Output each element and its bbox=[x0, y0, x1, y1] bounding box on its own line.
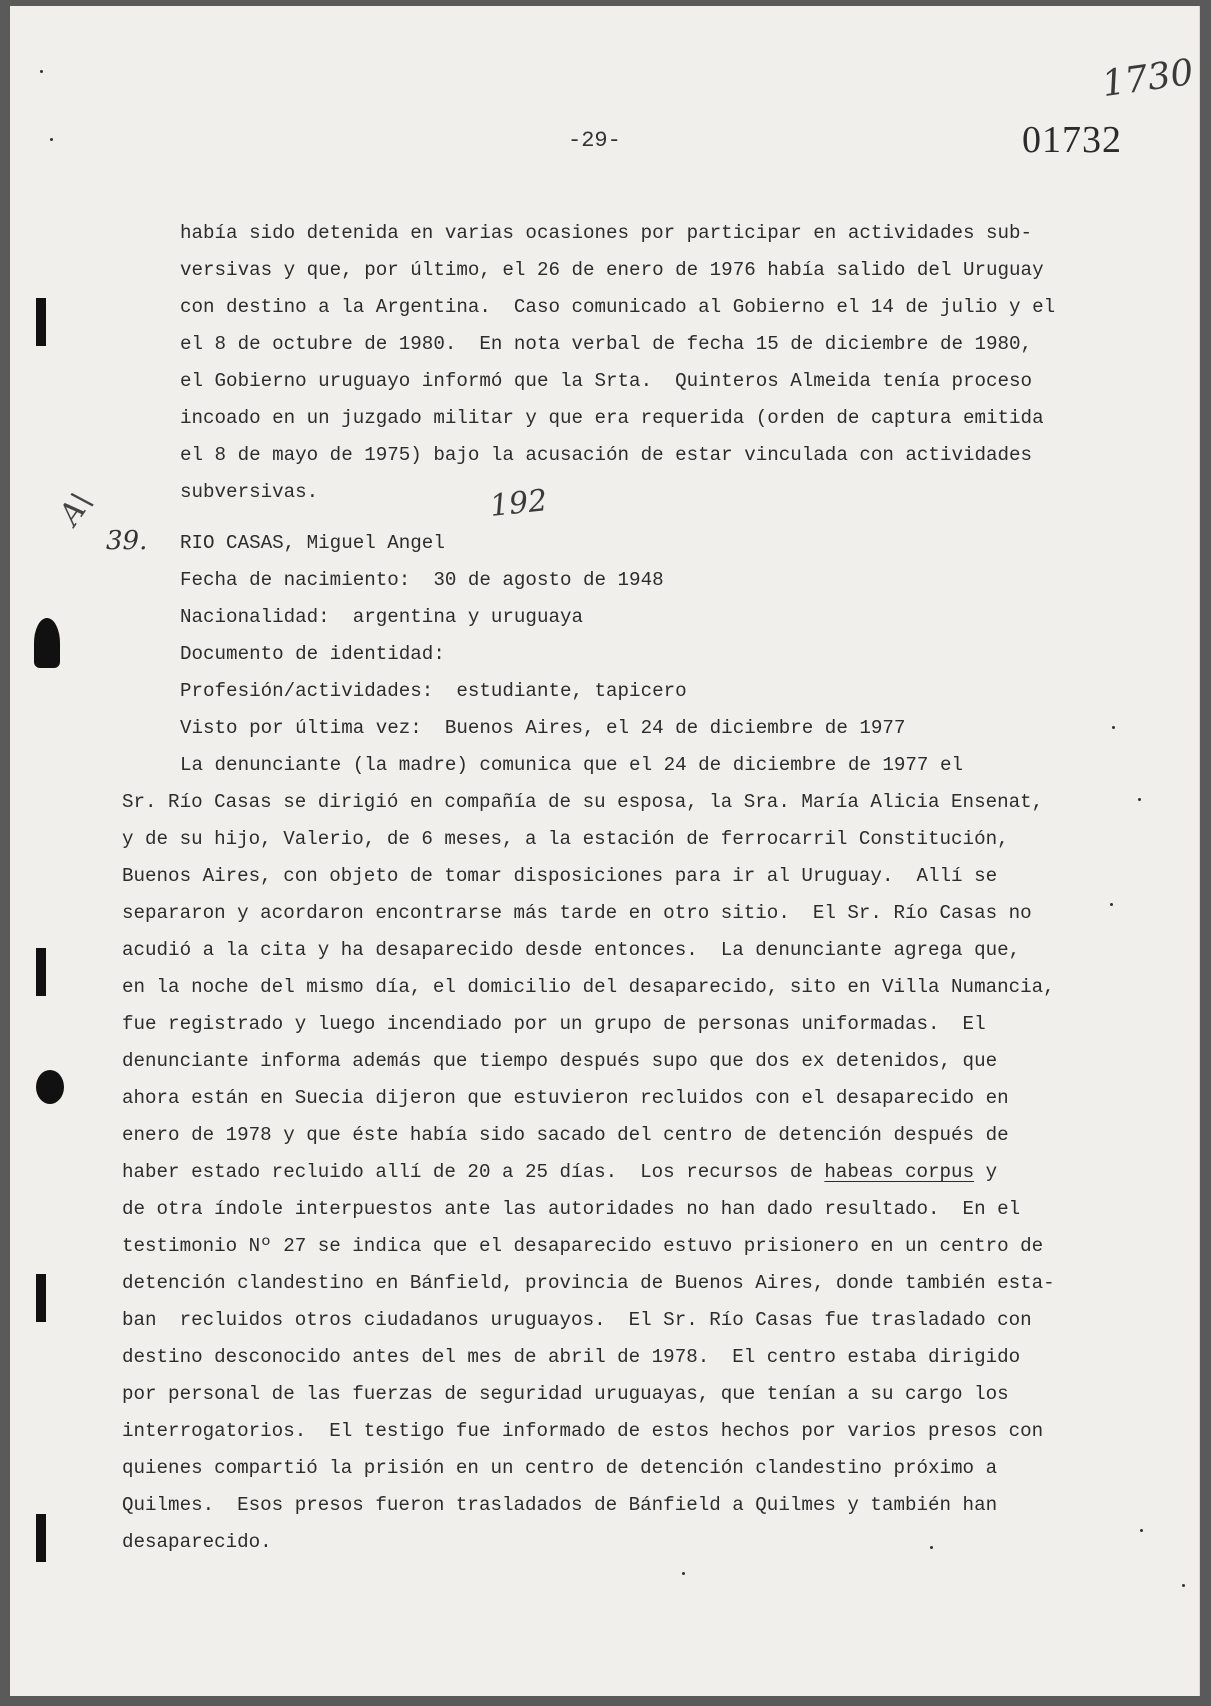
text-line: ban recluidos otros ciudadanos uruguayos. El Sr. Río Casas fue trasladado con bbox=[122, 1309, 1032, 1331]
habeas-corpus-underlined: habeas corpus bbox=[824, 1161, 975, 1183]
case-name: RIO CASAS, Miguel Angel bbox=[180, 532, 445, 554]
text-line: y de su hijo, Valerio, de 6 meses, a la estación de ferrocarril Constitución, bbox=[122, 828, 1009, 850]
text-fragment: y bbox=[974, 1161, 998, 1183]
case-field: Profesión/actividades: estudiante, tapicero bbox=[180, 680, 687, 702]
text-line: enero de 1978 y que éste había sido sacado del centro de detención después de bbox=[122, 1124, 1009, 1146]
binding-mark bbox=[36, 298, 46, 346]
speck bbox=[682, 1572, 685, 1575]
text-line: Quilmes. Esos presos fueron trasladados de Bánfield a Quilmes y también han bbox=[122, 1494, 998, 1516]
text-line: desaparecido. bbox=[122, 1531, 272, 1553]
text-line: había sido detenida en varias ocasiones por participar en actividades sub- bbox=[180, 222, 1033, 244]
case-field: Documento de identidad: bbox=[180, 643, 445, 665]
text-line: detención clandestino en Bánfield, provincia de Buenos Aires, donde también esta- bbox=[122, 1272, 1055, 1294]
text-fragment: haber estado recluido allí de 20 a 25 días. Los recursos de bbox=[122, 1161, 825, 1183]
speck bbox=[50, 138, 53, 141]
text-line: el Gobierno uruguayo informó que la Srta. Quinteros Almeida tenía proceso bbox=[180, 370, 1033, 392]
case-field: Fecha de nacimiento: 30 de agosto de 1948 bbox=[180, 569, 664, 591]
binding-mark bbox=[36, 1514, 46, 1562]
text-line: con destino a la Argentina. Caso comunicado al Gobierno el 14 de julio y el bbox=[180, 296, 1056, 318]
text-line: interrogatorios. El testigo fue informado de estos hechos por varios presos con bbox=[122, 1420, 1044, 1442]
text-line: por personal de las fuerzas de seguridad uruguayas, que tenían a su cargo los bbox=[122, 1383, 1009, 1405]
speck bbox=[930, 1546, 933, 1549]
text-line: testimonio Nº 27 se indica que el desaparecido estuvo prisionero en un centro de bbox=[122, 1235, 1044, 1257]
text-line: de otra índole interpuestos ante las autoridades no han dado resultado. En el bbox=[122, 1198, 1021, 1220]
handwritten-annotation: 192 bbox=[488, 483, 549, 524]
document-page bbox=[10, 6, 1200, 1696]
text-line: el 8 de octubre de 1980. En nota verbal de fecha 15 de diciembre de 1980, bbox=[180, 333, 1033, 355]
binding-mark bbox=[36, 948, 46, 996]
speck bbox=[1140, 1529, 1143, 1532]
speck bbox=[1138, 798, 1141, 801]
case-field: Nacionalidad: argentina y uruguaya bbox=[180, 606, 584, 628]
text-line: denunciante informa además que tiempo después supo que dos ex detenidos, que bbox=[122, 1050, 998, 1072]
text-line: Buenos Aires, con objeto de tomar disposiciones para ir al Uruguay. Allí se bbox=[122, 865, 998, 887]
text-line: Sr. Río Casas se dirigió en compañía de su esposa, la Sra. María Alicia Ensenat, bbox=[122, 791, 1044, 813]
text-line: fue registrado y luego incendiado por un grupo de personas uniformadas. El bbox=[122, 1013, 986, 1035]
case-number: 39. bbox=[106, 526, 148, 556]
page-number: -29- bbox=[568, 128, 621, 153]
margin-mark: A\ bbox=[52, 485, 100, 532]
text-line: quienes compartió la prisión en un centro de detención clandestino próximo a bbox=[122, 1457, 998, 1479]
binding-mark bbox=[36, 1274, 46, 1322]
case-field: Visto por última vez: Buenos Aires, el 24 de diciembre de 1977 bbox=[180, 717, 906, 739]
text-line: destino desconocido antes del mes de abril de 1978. El centro estaba dirigido bbox=[122, 1346, 1021, 1368]
speck bbox=[40, 70, 43, 73]
text-line: subversivas. bbox=[180, 481, 319, 503]
text-line: en la noche del mismo día, el domicilio del desaparecido, sito en Villa Numancia, bbox=[122, 976, 1055, 998]
text-line: ahora están en Suecia dijeron que estuvieron recluidos con el desaparecido en bbox=[122, 1087, 1009, 1109]
text-line: La denunciante (la madre) comunica que el 24 de diciembre de 1977 el bbox=[180, 754, 963, 776]
text-line: incoado en un juzgado militar y que era requerida (orden de captura emitida bbox=[180, 407, 1044, 429]
binding-mark bbox=[36, 1070, 64, 1104]
text-line: separaron y acordaron encontrarse más tarde en otro sitio. El Sr. Río Casas no bbox=[122, 902, 1032, 924]
binding-mark bbox=[34, 618, 60, 668]
speck bbox=[1112, 726, 1115, 729]
text-line: versivas y que, por último, el 26 de enero de 1976 había salido del Uruguay bbox=[180, 259, 1044, 281]
text-line-habeas bbox=[122, 1161, 997, 1183]
speck bbox=[1110, 903, 1113, 906]
text-line: el 8 de mayo de 1975) bajo la acusación de estar vinculada con actividades bbox=[180, 444, 1033, 466]
speck bbox=[1182, 1584, 1185, 1587]
text-line: acudió a la cita y ha desaparecido desde entonces. La denunciante agrega que, bbox=[122, 939, 1021, 961]
document-code: 01732 bbox=[1022, 119, 1122, 161]
handwritten-folio: 1730 bbox=[1099, 51, 1197, 106]
